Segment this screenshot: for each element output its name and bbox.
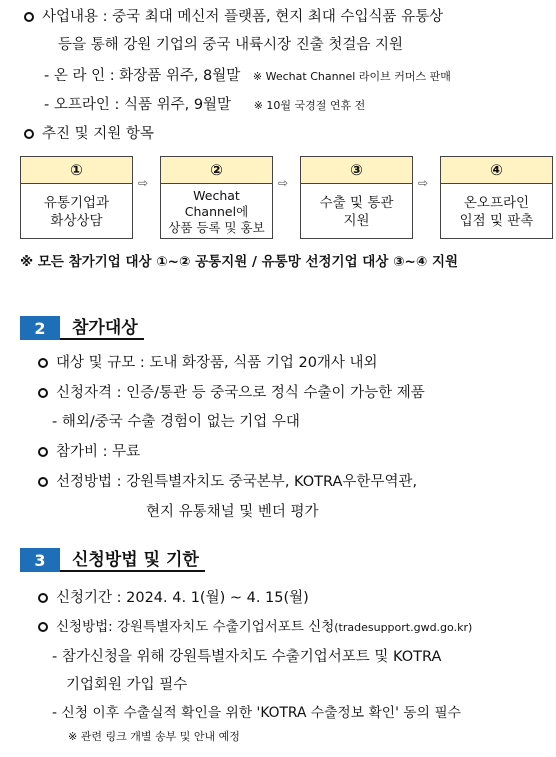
business-line-2: 등을 통해 강원 기업의 중국 내륙시장 진출 첫걸음 지원 bbox=[58, 37, 404, 53]
step-3-number: ③ bbox=[301, 157, 412, 184]
arrow-icon: ⇨ bbox=[138, 176, 149, 190]
circle-bullet-icon bbox=[38, 358, 48, 368]
circle-bullet-icon bbox=[38, 447, 48, 457]
step-4-box bbox=[440, 156, 553, 239]
section-3-title: 신청방법 및 기한 bbox=[60, 548, 205, 572]
step-4-body: 온오프라인 입점 및 판촉 bbox=[459, 194, 534, 229]
section-2-number: 2 bbox=[20, 316, 60, 340]
step-1-body: 유통기업과 화상상담 bbox=[43, 194, 110, 229]
method-line: 신청방법: 강원특별자치도 수출기업서포트 신청(tradesupport.gwd.go.kr) bbox=[38, 617, 472, 638]
business-line-1: 사업내용 : 중국 최대 메신저 플랫폼, 현지 최대 수입식품 유통상 bbox=[24, 7, 443, 27]
step-3-box bbox=[300, 156, 413, 239]
fee-line: 참가비 : 무료 bbox=[38, 442, 140, 462]
online-text: - 온 라 인 : 화장품 위주, 8월말 bbox=[44, 68, 241, 84]
preference-line: - 해외/중국 수출 경험이 없는 기업 우대 bbox=[52, 414, 300, 430]
offline-note: ※ 10월 국경절 연휴 전 bbox=[253, 99, 366, 112]
circle-bullet-icon bbox=[24, 12, 34, 22]
step-1-box bbox=[20, 156, 133, 239]
support-note: ※ 모든 참가기업 대상 ①~② 공통지원 / 유통망 선정기업 대상 ③~④ 지원 bbox=[20, 254, 459, 270]
online-note: ※ Wechat Channel 라이브 커머스 판매 bbox=[252, 70, 451, 83]
requirement-2-line: - 신청 이후 수출실적 확인을 위한 'KOTRA 수출정보 확인' 동의 필수 bbox=[52, 705, 462, 721]
arrow-icon: ⇨ bbox=[418, 176, 429, 190]
selection-line-2: 현지 유통채널 및 벤더 평가 bbox=[146, 504, 319, 520]
step-4-number: ④ bbox=[441, 157, 552, 184]
circle-bullet-icon bbox=[24, 129, 34, 139]
section-2-header bbox=[20, 316, 144, 340]
section-2-title: 참가대상 bbox=[60, 316, 144, 340]
step-3-body: 수출 및 통관 지원 bbox=[319, 194, 394, 229]
circle-bullet-icon bbox=[38, 388, 48, 398]
circle-bullet-icon bbox=[38, 622, 48, 632]
step-2-number: ② bbox=[161, 157, 272, 184]
online-line bbox=[44, 66, 451, 87]
offline-text: - 오프라인 : 식품 위주, 9월말 bbox=[44, 97, 232, 113]
requirement-1-line-1: - 참가신청을 위해 강원특별자치도 수출기업서포트 및 KOTRA bbox=[52, 649, 442, 665]
requirement-1-line-2: 기업회원 가입 필수 bbox=[66, 677, 188, 693]
selection-line-1: 선정방법 : 강원특별자치도 중국본부, KOTRA우한무역관, bbox=[38, 472, 417, 492]
section-3-number: 3 bbox=[20, 548, 60, 572]
link-note: ※ 관련 링크 개별 송부 및 안내 예정 bbox=[68, 730, 240, 743]
offline-line bbox=[44, 95, 365, 116]
section-3-header bbox=[20, 548, 205, 572]
period-line: 신청기간 : 2024. 4. 1(월) ~ 4. 15(월) bbox=[38, 588, 309, 608]
support-heading: 추진 및 지원 항목 bbox=[24, 124, 154, 144]
step-1-number: ① bbox=[21, 157, 132, 184]
step-2-box bbox=[160, 156, 273, 239]
scope-line: 대상 및 규모 : 도내 화장품, 식품 기업 20개사 내외 bbox=[38, 353, 378, 373]
method-url: (tradesupport.gwd.go.kr) bbox=[334, 621, 473, 634]
step-2-body: Wechat Channel에 상품 등록 및 홍보 bbox=[168, 187, 265, 235]
arrow-icon: ⇨ bbox=[278, 176, 289, 190]
qualification-line: 신청자격 : 인증/통관 등 중국으로 정식 수출이 가능한 제품 bbox=[38, 383, 425, 403]
circle-bullet-icon bbox=[38, 593, 48, 603]
circle-bullet-icon bbox=[38, 477, 48, 487]
